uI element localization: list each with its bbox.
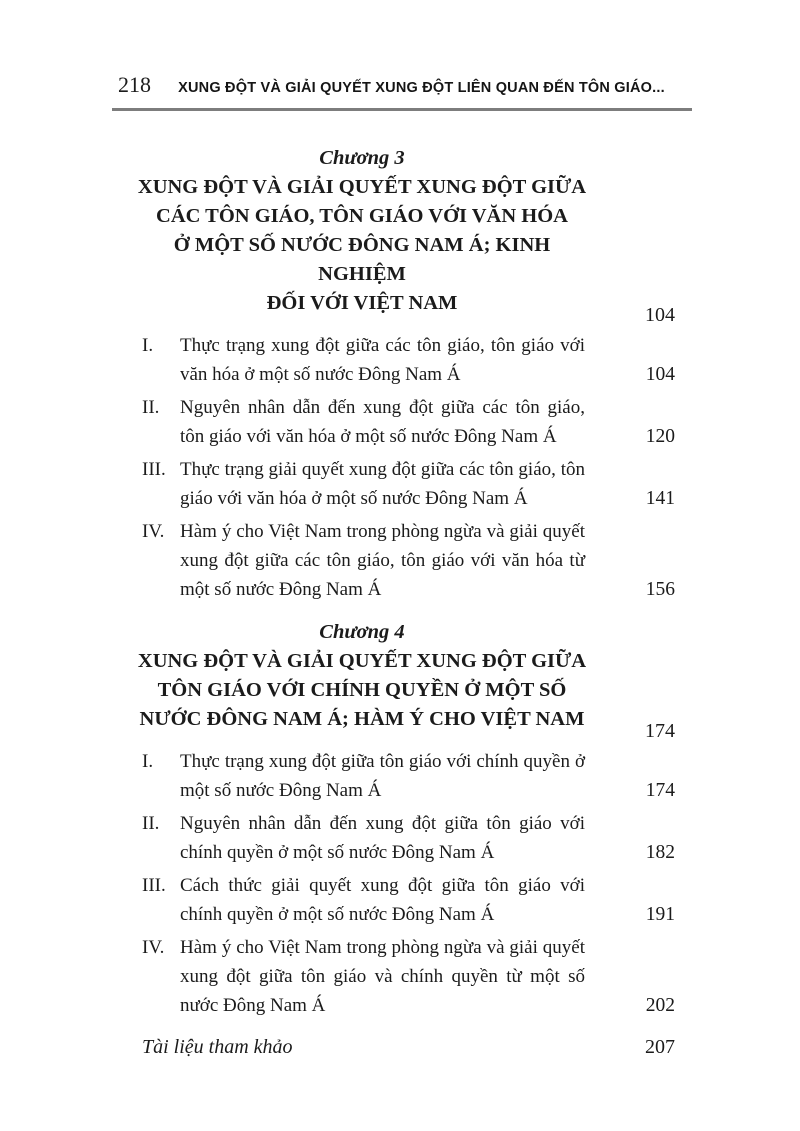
chapter-title-line: TÔN GIÁO VỚI CHÍNH QUYỀN Ở MỘT SỐ: [157, 679, 567, 701]
references-page-number: 207: [645, 1036, 675, 1058]
entry-title: Hàm ý cho Việt Nam trong phòng ngừa và giải quyết xung đột giữa các tôn giáo, tôn giáo với văn hóa từ một số nước Đông Nam Á: [180, 521, 585, 600]
chapter-3-block: [137, 144, 675, 326]
toc-entry: [142, 455, 675, 513]
entry-page-number: 156: [645, 579, 675, 600]
references-title: Tài liệu tham khảo: [142, 1036, 293, 1058]
chapter-4-block: [137, 618, 675, 742]
toc-entry: [142, 747, 675, 805]
toc-entry: [142, 517, 675, 604]
header-running-title: XUNG ĐỘT VÀ GIẢI QUYẾT XUNG ĐỘT LIÊN QUAN ĐẾN TÔN GIÁO...: [178, 80, 665, 96]
chapter-title-line: XUNG ĐỘT VÀ GIẢI QUYẾT XUNG ĐỘT GIỮA: [137, 650, 587, 672]
toc-entry: [142, 393, 675, 451]
entry-page-number: 191: [645, 904, 675, 925]
chapter-title-line: NƯỚC ĐÔNG NAM Á; HÀM Ý CHO VIỆT NAM: [139, 708, 585, 730]
chapter-title-line: Ở MỘT SỐ NƯỚC ĐÔNG NAM Á; KINH NGHIỆM: [173, 234, 551, 285]
references-entry: [142, 1032, 675, 1062]
chapter-label: Chương 4: [319, 621, 405, 643]
entry-title: Cách thức giải quyết xung đột giữa tôn giáo với chính quyền ở một số nước Đông Nam Á: [180, 875, 585, 925]
header-divider: [112, 108, 692, 111]
entry-numeral: I.: [142, 335, 154, 356]
toc-entry: [142, 809, 675, 867]
entry-title: Thực trạng xung đột giữa tôn giáo với chính quyền ở một số nước Đông Nam Á: [180, 751, 585, 801]
chapter-4-entries: [142, 747, 675, 1020]
entry-numeral: II.: [142, 813, 160, 834]
chapter-label: Chương 3: [319, 147, 405, 169]
entry-numeral: IV.: [142, 937, 165, 958]
entry-page-number: 104: [645, 364, 675, 385]
entry-page-number: 141: [645, 488, 675, 509]
toc-content: [137, 144, 675, 1062]
entry-title: Hàm ý cho Việt Nam trong phòng ngừa và giải quyết xung đột giữa tôn giáo và chính quyền từ một số nước Đông Nam Á: [180, 937, 585, 1016]
chapter-3-heading: [132, 144, 592, 318]
entry-numeral: IV.: [142, 521, 165, 542]
chapter-title-line: ĐỐI VỚI VIỆT NAM: [266, 292, 458, 314]
chapter-page-number: 104: [645, 304, 675, 326]
entry-title: Thực trạng xung đột giữa các tôn giáo, tôn giáo với văn hóa ở một số nước Đông Nam Á: [180, 335, 585, 385]
entry-title: Nguyên nhân dẫn đến xung đột giữa tôn giáo với chính quyền ở một số nước Đông Nam Á: [180, 813, 585, 863]
entry-page-number: 120: [645, 426, 675, 447]
chapter-title-line: CÁC TÔN GIÁO, TÔN GIÁO VỚI VĂN HÓA: [156, 205, 568, 227]
entry-title: Nguyên nhân dẫn đến xung đột giữa các tôn giáo, tôn giáo với văn hóa ở một số nước Đông Nam Á: [180, 397, 585, 447]
entry-page-number: 182: [645, 842, 675, 863]
entry-numeral: II.: [142, 397, 160, 418]
toc-entry: [142, 933, 675, 1020]
entry-numeral: III.: [142, 875, 166, 896]
page-header: [112, 72, 692, 101]
toc-entry: [142, 331, 675, 389]
entry-page-number: 174: [645, 780, 675, 801]
chapter-title-line: XUNG ĐỘT VÀ GIẢI QUYẾT XUNG ĐỘT GIỮA: [137, 176, 587, 198]
chapter-page-number: 174: [645, 720, 675, 742]
header-page-number: 218: [118, 72, 151, 97]
entry-numeral: III.: [142, 459, 166, 480]
chapter-4-heading: [132, 618, 592, 734]
entry-title: Thực trạng giải quyết xung đột giữa các tôn giáo, tôn giáo với văn hóa ở một số nước Đông Nam Á: [180, 459, 585, 509]
entry-numeral: I.: [142, 751, 154, 772]
toc-entry: [142, 871, 675, 929]
entry-page-number: 202: [645, 995, 675, 1016]
chapter-3-entries: [142, 331, 675, 604]
